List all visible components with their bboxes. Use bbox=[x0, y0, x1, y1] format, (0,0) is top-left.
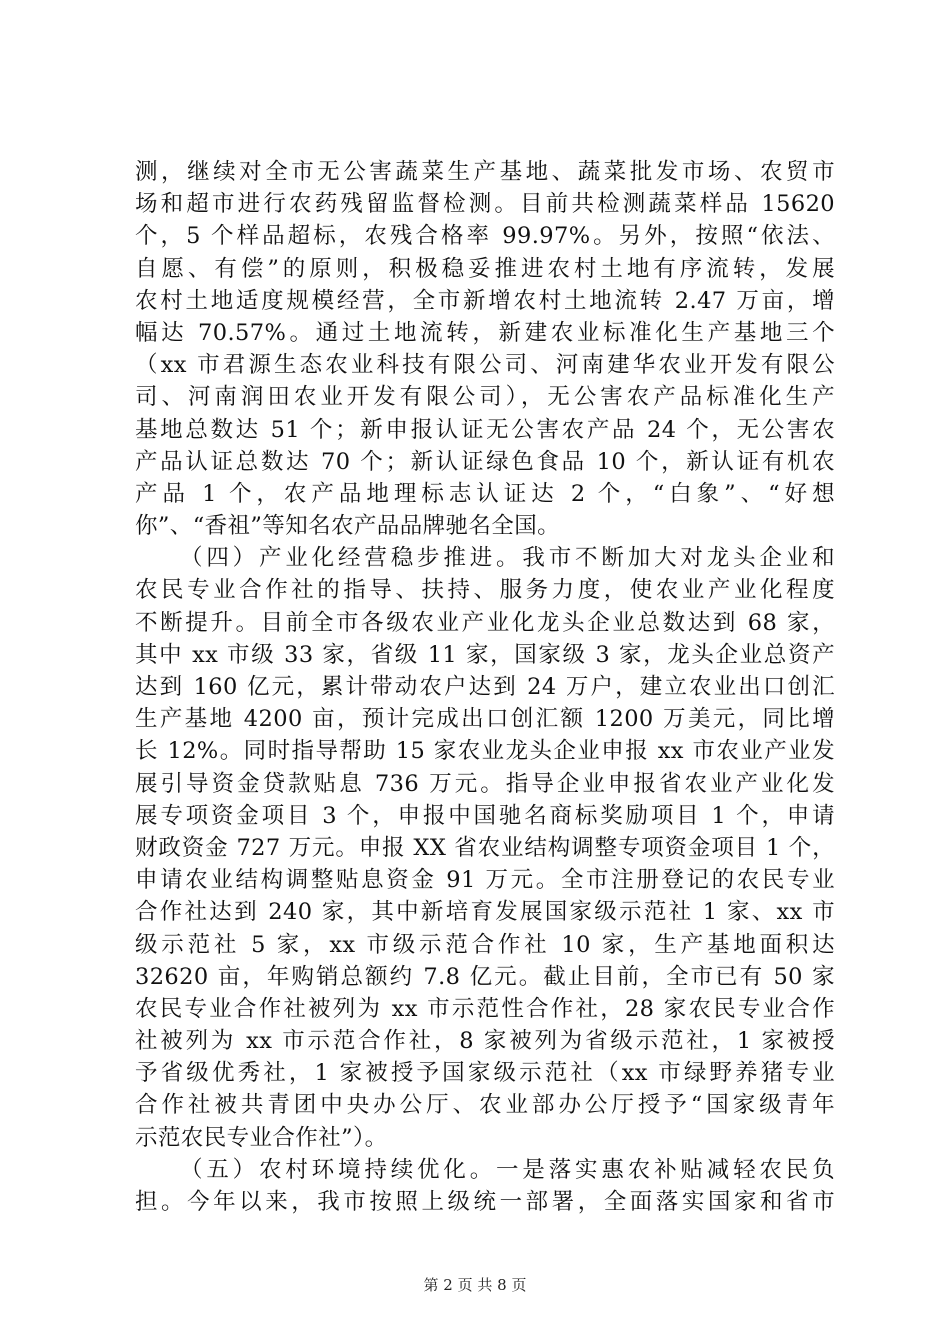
text-line: 担。今年以来，我市按照上级统一部署，全面落实国家和省市 bbox=[135, 1189, 835, 1215]
text-line: 合作社达到 240 家，其中新培育发展国家级示范社 1 家、xx 市 bbox=[135, 899, 835, 926]
text-line: 农民专业合作社的指导、扶持、服务力度，使农业产业化程度 bbox=[135, 577, 835, 604]
text-line: 产品 1 个，农产品地理标志认证达 2 个，“白象”、“好想 bbox=[135, 480, 835, 507]
text-line: 司、河南润田农业开发有限公司），无公害农产品标准化生产 bbox=[135, 384, 835, 411]
text-line: 幅达 70.57%。通过土地流转，新建农业标准化生产基地三个 bbox=[135, 319, 835, 346]
text-line: 予省级优秀社，1 家被授予国家级示范社（xx 市绿野养猪专业 bbox=[135, 1060, 835, 1087]
text-line: 个，5 个样品超标，农残合格率 99.97%。另外，按照“依法、 bbox=[135, 223, 835, 250]
paragraph-heading-5: （五）农村环境持续优化。一是落实惠农补贴减轻农民负 bbox=[180, 1156, 835, 1183]
page-number: 第 2 页 共 8 页 bbox=[423, 1276, 527, 1294]
text-line: （xx 市君源生态农业科技有限公司、河南建华农业开发有限公 bbox=[135, 352, 835, 379]
text-line: 产品认证总数达 70 个；新认证绿色食品 10 个，新认证有机农 bbox=[135, 448, 835, 475]
text-line: 长 12%。同时指导帮助 15 家农业龙头企业申报 xx 市农业产业发 bbox=[135, 738, 835, 765]
text-line: 合作社被共青团中央办公厅、农业部办公厅授予“国家级青年 bbox=[135, 1092, 835, 1119]
paragraph-heading-4: （四）产业化经营稳步推进。我市不断加大对龙头企业和 bbox=[180, 545, 835, 572]
text-line: 级示范社 5 家，xx 市级示范合作社 10 家，生产基地面积达 bbox=[135, 931, 835, 958]
text-line: 其中 xx 市级 33 家，省级 11 家，国家级 3 家，龙头企业总资产 bbox=[135, 641, 835, 668]
text-line: 测，继续对全市无公害蔬菜生产基地、蔬菜批发市场、农贸市 bbox=[135, 159, 835, 185]
text-line: 展专项资金项目 3 个，申报中国驰名商标奖励项目 1 个，申请 bbox=[135, 802, 835, 829]
text-line: 申请农业结构调整贴息资金 91 万元。全市注册登记的农民专业 bbox=[135, 867, 835, 894]
text-line: 生产基地 4200 亩，预计完成出口创汇额 1200 万美元，同比增 bbox=[135, 706, 835, 733]
text-line: 自愿、有偿”的原则，积极稳妥推进农村土地有序流转，发展 bbox=[135, 255, 835, 282]
text-line: 社被列为 xx 市示范合作社，8 家被列为省级示范社，1 家被授 bbox=[135, 1028, 835, 1055]
text-line: 不断提升。目前全市各级农业产业化龙头企业总数达到 68 家， bbox=[135, 609, 835, 636]
text-line: 财政资金 727 万元。申报 XX 省农业结构调整专项资金项目 1 个， bbox=[135, 834, 835, 861]
document-body bbox=[135, 156, 835, 1218]
text-line: 达到 160 亿元，累计带动农户达到 24 万户，建立农业出口创汇 bbox=[135, 674, 835, 700]
text-line: 示范农民专业合作社”）。 bbox=[135, 1124, 388, 1151]
text-line: 农村土地适度规模经营，全市新增农村土地流转 2.47 万亩，增 bbox=[135, 287, 835, 314]
text-line: 32620 亩，年购销总额约 7.8 亿元。截止目前，全市已有 50 家 bbox=[135, 963, 835, 990]
text-line: 基地总数达 51 个；新申报认证无公害农产品 24 个，无公害农 bbox=[135, 416, 835, 443]
text-line: 你”、“香祖”等知名农产品品牌驰名全国。 bbox=[135, 513, 561, 540]
text-line: 农民专业合作社被列为 xx 市示范性合作社，28 家农民专业合作 bbox=[135, 995, 835, 1022]
text-line: 展引导资金贷款贴息 736 万元。指导企业申报省农业产业化发 bbox=[135, 770, 835, 797]
text-line: 场和超市进行农药残留监督检测。目前共检测蔬菜样品 15620 bbox=[135, 191, 835, 218]
page-footer bbox=[0, 1275, 950, 1295]
